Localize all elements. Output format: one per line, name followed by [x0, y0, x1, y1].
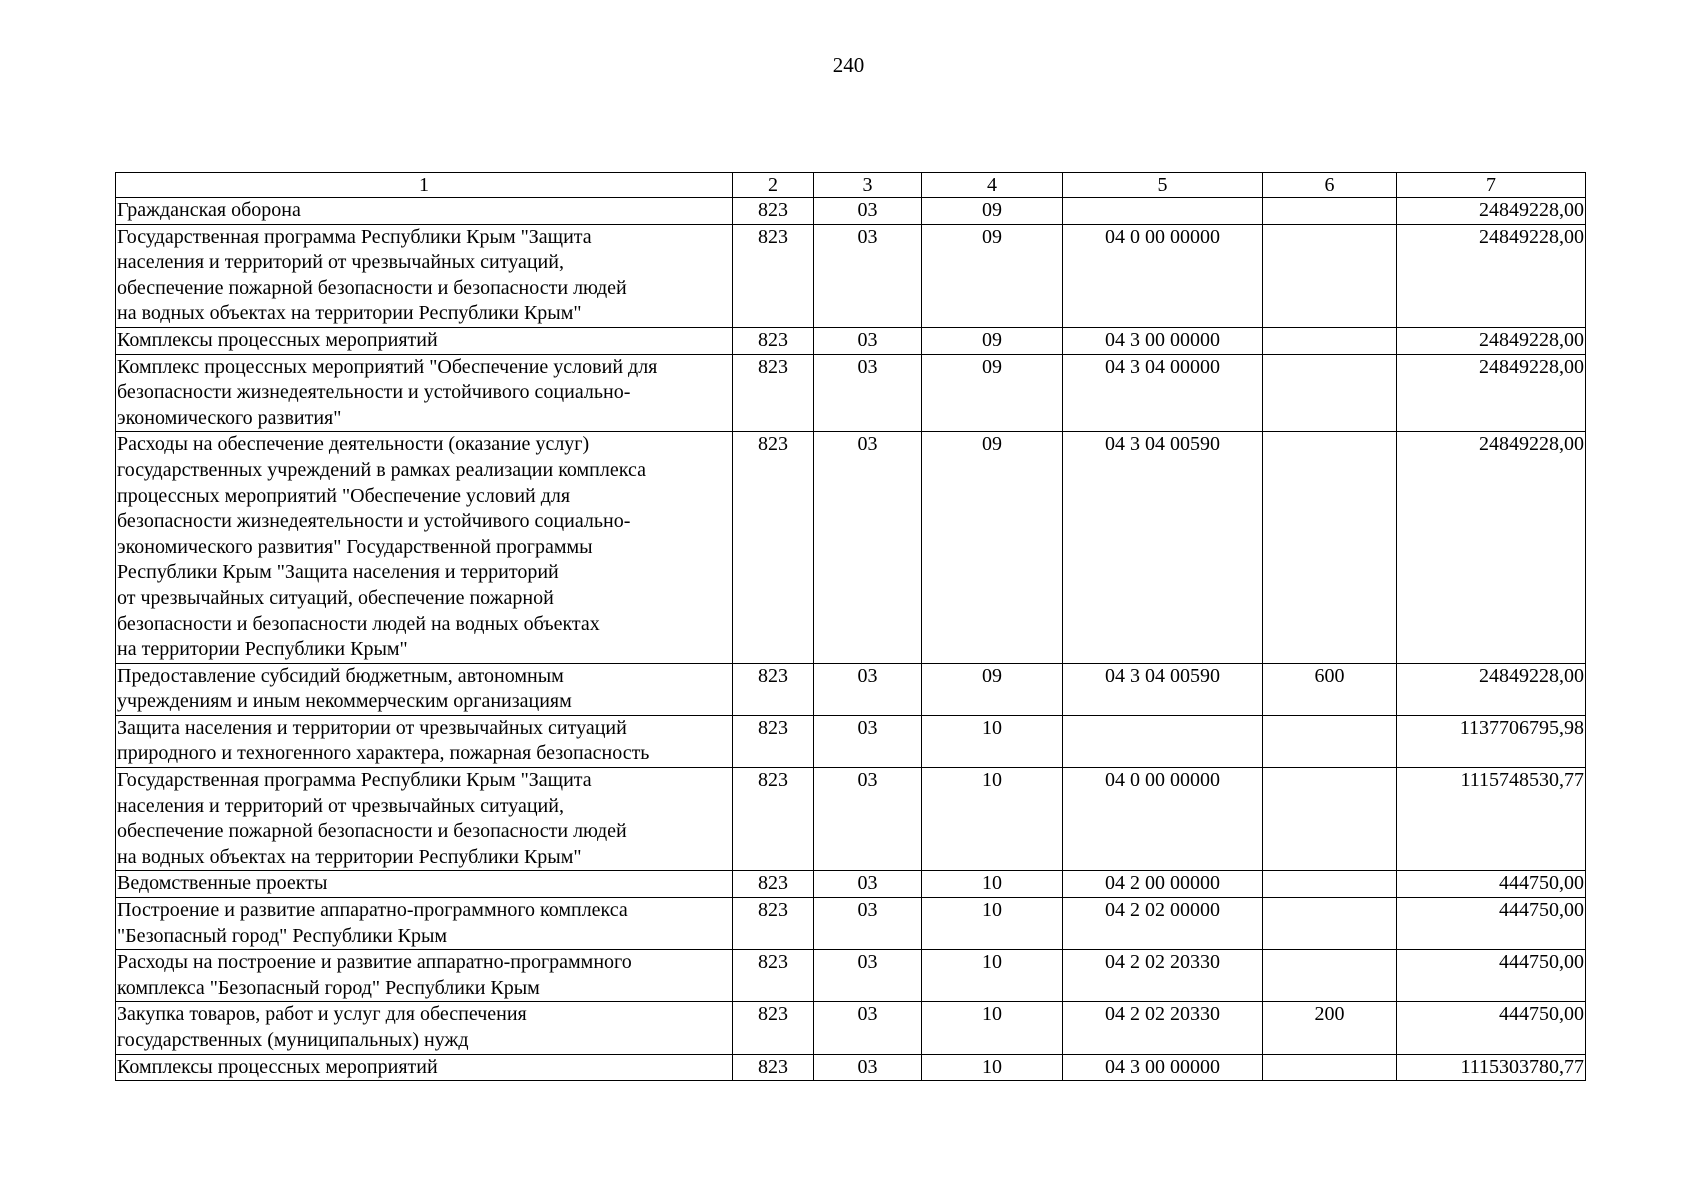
section-cell: 03 — [814, 768, 922, 871]
target-article-cell: 04 2 02 20330 — [1063, 950, 1263, 1002]
admin-code-cell: 823 — [733, 871, 814, 898]
column-header: 1 — [116, 173, 733, 198]
admin-code-cell: 823 — [733, 198, 814, 225]
section-cell: 03 — [814, 224, 922, 327]
target-article-cell: 04 3 04 00000 — [1063, 354, 1263, 432]
admin-code-cell: 823 — [733, 224, 814, 327]
admin-code-cell: 823 — [733, 715, 814, 767]
row-name-cell: Расходы на построение и развитие аппаратно-программного комплекса "Безопасный город" Республики Крым — [116, 950, 733, 1002]
section-cell: 03 — [814, 715, 922, 767]
admin-code-cell: 823 — [733, 898, 814, 950]
subsection-cell: 10 — [922, 1002, 1063, 1054]
target-article-cell: 04 2 02 20330 — [1063, 1002, 1263, 1054]
target-article-cell: 04 3 00 00000 — [1063, 327, 1263, 354]
column-header: 7 — [1397, 173, 1586, 198]
admin-code-cell: 823 — [733, 1054, 814, 1081]
subsection-cell: 09 — [922, 198, 1063, 225]
amount-cell: 24849228,00 — [1397, 432, 1586, 663]
table-row — [116, 950, 1586, 1002]
subsection-cell: 09 — [922, 663, 1063, 715]
subsection-cell: 09 — [922, 327, 1063, 354]
amount-cell: 444750,00 — [1397, 898, 1586, 950]
target-article-cell: 04 0 00 00000 — [1063, 224, 1263, 327]
table-row — [116, 898, 1586, 950]
expense-type-cell — [1263, 432, 1397, 663]
row-name-cell: Государственная программа Республики Крым "Защита населения и территорий от чрезвычайных ситуаций, обеспечение пожарной безопасности и безопасности людей на водных объектах на территории Республики Крым" — [116, 224, 733, 327]
target-article-cell: 04 3 00 00000 — [1063, 1054, 1263, 1081]
row-name-cell: Предоставление субсидий бюджетным, автономным учреждениям и иным некоммерческим организациям — [116, 663, 733, 715]
target-article-cell — [1063, 198, 1263, 225]
row-name-cell: Государственная программа Республики Крым "Защита населения и территорий от чрезвычайных ситуаций, обеспечение пожарной безопасности и безопасности людей на водных объектах на территории Республики Крым" — [116, 768, 733, 871]
row-name-cell: Комплекс процессных мероприятий "Обеспечение условий для безопасности жизнедеятельности и устойчивого социально- экономического развития" — [116, 354, 733, 432]
amount-cell: 24849228,00 — [1397, 224, 1586, 327]
column-header: 2 — [733, 173, 814, 198]
amount-cell: 444750,00 — [1397, 950, 1586, 1002]
section-cell: 03 — [814, 1002, 922, 1054]
section-cell: 03 — [814, 1054, 922, 1081]
expense-type-cell — [1263, 768, 1397, 871]
target-article-cell: 04 2 00 00000 — [1063, 871, 1263, 898]
row-name-cell: Закупка товаров, работ и услуг для обеспечения государственных (муниципальных) нужд — [116, 1002, 733, 1054]
table-row — [116, 1002, 1586, 1054]
subsection-cell: 10 — [922, 950, 1063, 1002]
section-cell: 03 — [814, 871, 922, 898]
column-header: 4 — [922, 173, 1063, 198]
table-row — [116, 768, 1586, 871]
target-article-cell: 04 3 04 00590 — [1063, 432, 1263, 663]
amount-cell: 1115748530,77 — [1397, 768, 1586, 871]
amount-cell: 444750,00 — [1397, 1002, 1586, 1054]
page-number: 240 — [832, 53, 865, 77]
expense-type-cell — [1263, 898, 1397, 950]
amount-cell: 444750,00 — [1397, 871, 1586, 898]
row-name-cell: Гражданская оборона — [116, 198, 733, 225]
table-row — [116, 663, 1586, 715]
table-row — [116, 1054, 1586, 1081]
section-cell: 03 — [814, 898, 922, 950]
amount-cell: 24849228,00 — [1397, 198, 1586, 225]
expense-type-cell — [1263, 715, 1397, 767]
section-cell: 03 — [814, 198, 922, 225]
amount-cell: 24849228,00 — [1397, 354, 1586, 432]
table-row — [116, 327, 1586, 354]
budget-table — [115, 172, 1586, 1081]
target-article-cell — [1063, 715, 1263, 767]
admin-code-cell: 823 — [733, 768, 814, 871]
table-row — [116, 715, 1586, 767]
expense-type-cell: 200 — [1263, 1002, 1397, 1054]
subsection-cell: 09 — [922, 432, 1063, 663]
table-row — [116, 354, 1586, 432]
subsection-cell: 09 — [922, 354, 1063, 432]
table-row — [116, 198, 1586, 225]
row-name-cell: Комплексы процессных мероприятий — [116, 1054, 733, 1081]
expense-type-cell — [1263, 198, 1397, 225]
table-row — [116, 432, 1586, 663]
row-name-cell: Расходы на обеспечение деятельности (оказание услуг) государственных учреждений в рамках реализации комплекса процессных мероприятий "Обеспечение условий для безопасности жизнедеятельности и устойчивого социально- экономического развития" Государственной программы Республики Крым "Защита населения и территорий от чрезвычайных ситуаций, обеспечение пожарной безопасности и безопасности людей на водных объектах на территории Республики Крым" — [116, 432, 733, 663]
amount-cell: 24849228,00 — [1397, 663, 1586, 715]
subsection-cell: 10 — [922, 768, 1063, 871]
row-name-cell: Ведомственные проекты — [116, 871, 733, 898]
section-cell: 03 — [814, 432, 922, 663]
amount-cell: 1115303780,77 — [1397, 1054, 1586, 1081]
section-cell: 03 — [814, 354, 922, 432]
expense-type-cell: 600 — [1263, 663, 1397, 715]
subsection-cell: 10 — [922, 715, 1063, 767]
expense-type-cell — [1263, 327, 1397, 354]
header-row — [116, 173, 1586, 198]
amount-cell: 1137706795,98 — [1397, 715, 1586, 767]
expense-type-cell — [1263, 354, 1397, 432]
amount-cell: 24849228,00 — [1397, 327, 1586, 354]
target-article-cell: 04 0 00 00000 — [1063, 768, 1263, 871]
table-row — [116, 224, 1586, 327]
subsection-cell: 09 — [922, 224, 1063, 327]
admin-code-cell: 823 — [733, 327, 814, 354]
section-cell: 03 — [814, 327, 922, 354]
table-row — [116, 871, 1586, 898]
admin-code-cell: 823 — [733, 663, 814, 715]
column-header: 3 — [814, 173, 922, 198]
row-name-cell: Построение и развитие аппаратно-программного комплекса "Безопасный город" Республики Крым — [116, 898, 733, 950]
admin-code-cell: 823 — [733, 432, 814, 663]
admin-code-cell: 823 — [733, 354, 814, 432]
column-header: 5 — [1063, 173, 1263, 198]
subsection-cell: 10 — [922, 871, 1063, 898]
expense-type-cell — [1263, 1054, 1397, 1081]
section-cell: 03 — [814, 950, 922, 1002]
subsection-cell: 10 — [922, 898, 1063, 950]
expense-type-cell — [1263, 224, 1397, 327]
row-name-cell: Защита населения и территории от чрезвычайных ситуаций природного и техногенного характера, пожарная безопасность — [116, 715, 733, 767]
column-header: 6 — [1263, 173, 1397, 198]
admin-code-cell: 823 — [733, 950, 814, 1002]
target-article-cell: 04 3 04 00590 — [1063, 663, 1263, 715]
subsection-cell: 10 — [922, 1054, 1063, 1081]
row-name-cell: Комплексы процессных мероприятий — [116, 327, 733, 354]
expense-type-cell — [1263, 871, 1397, 898]
expense-type-cell — [1263, 950, 1397, 1002]
target-article-cell: 04 2 02 00000 — [1063, 898, 1263, 950]
admin-code-cell: 823 — [733, 1002, 814, 1054]
section-cell: 03 — [814, 663, 922, 715]
